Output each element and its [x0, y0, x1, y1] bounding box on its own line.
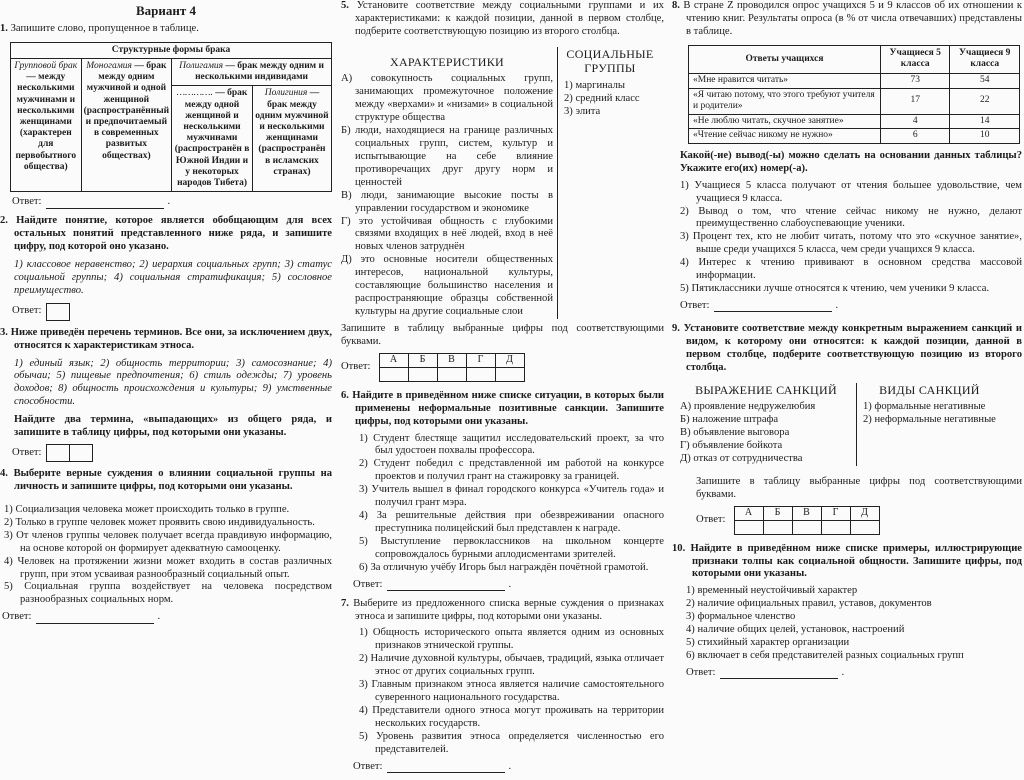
list-item: 2) Наличие духовной культуры, обычаев, традиций, языка отличает этнос от других социальных групп.	[359, 653, 664, 678]
cell-term: Групповой брак	[14, 60, 78, 71]
answer-label: Ответ:	[353, 578, 383, 590]
letter-header: Д	[495, 353, 524, 367]
answer-cell[interactable]	[821, 520, 850, 534]
answer-cell[interactable]	[792, 520, 821, 534]
column-header: СОЦИАЛЬНЫЕ ГРУППЫ	[566, 46, 654, 76]
answer-box[interactable]	[47, 445, 69, 461]
matching-columns	[680, 383, 1022, 466]
task-number: 9.	[672, 322, 680, 334]
task-question: Какой(-ие) вывод(-ы) можно сделать на основании данных таблицы? Укажите его(их) номер(-а).	[680, 149, 1022, 174]
answer-cell[interactable]	[495, 367, 524, 381]
answer-label: Ответ:	[696, 513, 726, 525]
task-text: Найдите в приведённом ниже списке примеры, иллюстрирующие признаки толпы как социальной общности. Запишите цифры, под которыми они указаны.	[690, 542, 1022, 580]
list-item: 6) За отличную учёбу Игорь был награждён почётной грамотой.	[359, 561, 649, 573]
list-item: В) объявление выговора	[680, 427, 790, 439]
list-item: 1) Общность исторического опыта является одним из основных признаков этнической группы.	[359, 627, 664, 652]
answer-cell[interactable]	[379, 367, 408, 381]
letter-header: Д	[850, 506, 879, 520]
list-item: Б) наложение штрафа	[680, 414, 779, 426]
variant-title: Вариант 4	[135, 3, 197, 18]
answer-cell[interactable]	[437, 367, 466, 381]
task-3	[0, 327, 332, 462]
term-list: 1) классовое неравенство; 2) иерархия социальных групп; 3) статус социальной группы; 4) социальная стратификация; 5) сословное преимущество.	[14, 258, 332, 296]
answer-blank[interactable]	[46, 197, 164, 209]
sanction-expressions-list	[680, 401, 852, 466]
list-item: 3) Процент тех, кто не любит читать, потому что это «скучное занятие», выше среди учащихся 5 класса, чем среди учащихся 9 класса.	[680, 231, 1022, 256]
cell-definition: — брак между одним мужчиной и несколькими женщинами (распространён в исламских странах)	[255, 88, 329, 177]
list-item: Б) люди, находящиеся на границе различных социальных групп, систем, культур и испытывающие на себе влияние противоречащих друг другу норм и ценностей	[341, 125, 553, 188]
answer-label: Ответ:	[12, 196, 42, 208]
answer-box[interactable]	[46, 303, 70, 321]
task-text: Установите соответствие между социальными группами и их характеристиками: к каждой позиции, данной в первом столбце, подберите соответствующую позицию из второго столбца.	[355, 0, 664, 37]
cell-term: Полигиния	[264, 88, 308, 99]
task-number: 8.	[672, 0, 680, 11]
task-number: 6.	[341, 389, 349, 401]
conclusion-list	[672, 180, 1022, 296]
answer-cell: «Чтение сейчас никому не нужно»	[689, 129, 881, 144]
table-header: Структурные формы брака	[11, 42, 332, 58]
page-column-3	[672, 0, 1022, 686]
grade9-value: 22	[950, 88, 1020, 114]
task-7: 7. Выберите из предложенного списка верные суждения о признаках этноса и запишите цифры, под которыми они указаны. 1) Общность исторического опыта является одним из основных признаков этнической группы. 2) Наличие духовной культуры, обычаев, традиций, языка отличает этнос от других социальных групп. 3) Главным признаком этноса является наличие самостоятельного суверенного национального государства. 4) Представители одного этноса могут проживать на территории нескольких государств. 5) Уровень развития этноса определяется численностью его представителей. Ответ: .	[341, 597, 664, 772]
answer-label: Ответ:	[680, 299, 710, 311]
cell-term: Моногамия	[86, 60, 132, 71]
letter-header: В	[437, 353, 466, 367]
page-column-2	[341, 0, 664, 780]
column-header: Ответы учащихся	[689, 45, 881, 73]
answer-cell: «Мне нравится читать»	[689, 73, 881, 88]
answer-cell[interactable]	[763, 520, 792, 534]
list-item: 1) Социализация человека может происходить только в группе.	[4, 503, 290, 515]
cell-term: Полигамия	[179, 60, 224, 71]
list-item: 4) наличие общих целей, установок, настроений	[686, 624, 905, 636]
answer-label: Ответ:	[2, 611, 32, 623]
list-item: 1) Учащиеся 5 класса получают от чтения большее удовольствие, чем учащиеся 9 класса.	[680, 179, 1022, 204]
letter-header: Б	[408, 353, 437, 367]
task-instruction: Найдите два термина, «выпадающих» из общего ряда, и запишите в таблицу цифры, под которыми они указаны.	[14, 414, 332, 439]
task-number: 3.	[0, 326, 8, 338]
letter-header: В	[792, 506, 821, 520]
answer-blank[interactable]	[387, 761, 505, 773]
letter-header: Б	[763, 506, 792, 520]
list-item: 5) Выступление первоклассников на школьном концерте сопровождалось бурными аплодисментами зрителей.	[359, 535, 664, 560]
grade9-value: 54	[950, 73, 1020, 88]
list-item: 5) Социальная группа воздействует на человека посредством разнообразных социальных норм.	[4, 581, 332, 606]
task-number: 2.	[0, 215, 8, 227]
list-item: 4) Представители одного этноса могут проживать на территории нескольких государств.	[359, 704, 664, 729]
list-item: 1) временный неустойчивый характер	[686, 585, 858, 597]
answer-blank[interactable]	[720, 667, 838, 679]
task-number: 4.	[0, 468, 8, 480]
answer-label: Ответ:	[341, 360, 371, 372]
list-item: Г) объявление бойкота	[680, 439, 783, 451]
cell-definition: — брак между одним мужчиной и одной женщиной (распространённый и предпочитаемый в современных развитых обществах)	[83, 60, 170, 161]
grade5-value: 4	[880, 114, 950, 129]
statement-list	[341, 627, 664, 756]
table-row	[689, 129, 1020, 144]
task-text: В стране Z проводился опрос учащихся 5 и 9 классов об их отношении к чтению книг. Результаты опроса (в % от числа отвечавших) представлены в таблице.	[683, 0, 1022, 37]
list-item: 2) Вывод о том, что чтение сейчас никому не нужно, делают преимущественно слабоуспевающие ученики.	[680, 205, 1022, 230]
task-text: Найдите понятие, которое является обобщающим для всех остальных понятий представленного ниже ряда, и запишите цифру, под которой оно указано.	[14, 215, 332, 252]
answer-cell[interactable]	[734, 520, 763, 534]
answer-box[interactable]	[69, 445, 92, 461]
table-row	[689, 114, 1020, 129]
marriage-forms-table	[10, 42, 332, 192]
letter-header: Г	[821, 506, 850, 520]
answer-cell: «Не люблю читать, скучное занятие»	[689, 114, 881, 129]
column-header: Учащиеся 5 класса	[880, 45, 950, 73]
answer-label: Ответ:	[353, 760, 383, 772]
list-item: 4) Интерес к чтению прививают в основном средства массовой информации.	[680, 257, 1022, 282]
answer-cell: «Я читаю потому, что этого требуют учителя и родители»	[689, 88, 881, 114]
list-item: 5) Пятиклассники лучше относятся к чтению, чем ученики 9 класса.	[680, 283, 990, 295]
grade5-value: 73	[880, 73, 950, 88]
task-4: 4. Выберите верные суждения о влиянии социальной группы на личность и запишите цифры, под которыми они указаны. 1) Социализация человека может происходить только в группе. 2) Только в группе человек может проявить свою индивидуальность. 3) От членов группы человек получает всегда правдивую информацию, на основе которой он формирует адекватную самооценку. 4) Человек на протяжении жизни может входить в состав различных групп, при этом усваивая разнообразный социальный опыт. 5) Социальная группа воздействует на человека посредством разнообразных социальных норм. Ответ: .	[0, 468, 332, 623]
column-header: ХАРАКТЕРИСТИКИ	[389, 54, 504, 69]
task-number: 1.	[0, 22, 8, 34]
task-number: 7.	[341, 597, 349, 609]
list-item: 1) маргиналы	[564, 80, 625, 92]
characteristics-list	[341, 73, 553, 319]
sanction-types-list	[863, 401, 996, 427]
list-item: 3) Учитель вышел в финал городского конкурса «Учитель года» и получил грант мэра.	[359, 484, 664, 509]
answer-cell[interactable]	[408, 367, 437, 381]
answer-blank[interactable]	[714, 300, 832, 312]
grade5-value: 17	[880, 88, 950, 114]
list-item: 1) Студент блестяще защитил исследовательский проект, за что был удостоен похвалы профессора.	[359, 432, 664, 457]
answer-grid[interactable]	[734, 506, 880, 535]
task-instruction: Запишите в таблицу выбранные цифры под соответствующими буквами.	[341, 322, 664, 347]
list-item: 3) От членов группы человек получает всегда правдивую информацию, на основе которой он формирует адекватную самооценку.	[4, 529, 332, 554]
list-item: 5) Уровень развития этноса определяется численностью его представителей.	[359, 730, 664, 755]
letter-header: Г	[466, 353, 495, 367]
cell-definition: — брак между одним и несколькими индивидами	[195, 60, 324, 83]
task-8: 8. В стране Z проводился опрос учащихся 5 и 9 классов об их отношении к чтению книг. Результаты опроса (в % от числа отвечавших) представлены в таблице. Ответы учащихся Учащиеся 5 класса Учащиеся 9 класса «Мне нравится читать» 73 54 «Я читаю потому, что этого требуют учителя и родители» 17 22 «Не люблю читать, скучное занятие» 4 14 «Чтение сейчас никому не нужно» 6 10 Какой(-ие) вывод(-ы) можно сделать на основании данных таблицы? Укажите его(их) номер(-а). 1) Учащиеся 5 класса получают от чтения большее удовольствие, чем учащиеся 9 класса. 2) Вывод о том, что чтение сейчас никому не нужно, делают преимущественно слабоуспевающие ученики. 3) Процент тех, кто не любит читать, потому что это «скучное занятие», выше среди учащихся 5 класса, чем среди учащихся 9 класса. 4) Интерес к чтению прививают в основном средства массовой информации. 5) Пятиклассники лучше относятся к чтению, чем ученики 9 класса. Ответ: .	[672, 0, 1022, 311]
task-9	[672, 323, 1022, 535]
task-text: Найдите в приведённом ниже списке ситуации, в которых были применены неформальные позитивные санкции. Запишите цифры, под которыми они указаны.	[352, 389, 664, 427]
task-text: Ниже приведён перечень терминов. Все они, за исключением двух, относятся к характеристикам этноса.	[10, 326, 332, 351]
task-text: Запишите слово, пропущенное в таблице.	[10, 22, 199, 34]
task-10: 10. Найдите в приведённом ниже списке примеры, иллюстрирующие признаки толпы как социальной общности. Запишите цифры, под которыми они указаны. 1) временный неустойчивый характер 2) наличие официальных правил, уставов, документов 3) формальное членство 4) наличие общих целей, установок, настроений 5) стихийный характер организации 6) включает в себя представителей разных социальных групп Ответ: .	[672, 542, 1022, 678]
task-instruction: Запишите в таблицу выбранные цифры под соответствующими буквами.	[696, 475, 1022, 500]
task-number: 5.	[341, 0, 349, 11]
grade9-value: 10	[950, 129, 1020, 144]
answer-label: Ответ:	[686, 666, 716, 678]
list-item: 2) Только в группе человек может проявить свою индивидуальность.	[4, 516, 315, 528]
column-header: Учащиеся 9 класса	[950, 45, 1020, 73]
statement-list	[0, 504, 332, 607]
grade5-value: 6	[880, 129, 950, 144]
table-row	[689, 88, 1020, 114]
grade9-value: 14	[950, 114, 1020, 129]
list-item: 4) Человек на протяжении жизни может входить в состав различных групп, при этом усваивая разнообразный социальный опыт.	[4, 555, 332, 580]
task-1	[0, 23, 332, 209]
list-item: 1) формальные негативные	[863, 401, 986, 413]
task-6: 6. Найдите в приведённом ниже списке ситуации, в которых были применены неформальные позитивные санкции. Запишите цифры, под которыми они указаны. 1) Студент блестяще защитил исследовательский проект, за что был удостоен похвалы профессора. 2) Студент победил с представленной им работой на конкурсе проектов и получил грант на стажировку за границей. 3) Учитель вышел в финал городского конкурса «Учитель года» и получил грант мэра. 4) За решительные действия при обезвреживании опасного преступника полицейский был представлен к награде. 5) Выступление первоклассников на школьном концерте сопровождалось бурными аплодисментами зрителей. 6) За отличную учёбу Игорь был награждён почётной грамотой. Ответ: .	[341, 389, 664, 590]
task-2	[0, 215, 332, 321]
list-item: 4) За решительные действия при обезвреживании опасного преступника полицейский был представлен к награде.	[359, 510, 664, 534]
list-item: 3) элита	[564, 105, 601, 117]
task-text: Выберите верные суждения о влиянии социальной группы на личность и запишите цифры, под которыми они указаны.	[13, 468, 332, 492]
task-number: 10.	[672, 542, 686, 554]
list-item: 2) средний класс	[564, 92, 640, 104]
list-item: А) проявление недружелюбия	[680, 401, 816, 413]
list-item: 2) наличие официальных правил, уставов, документов	[686, 598, 932, 610]
answer-label: Ответ:	[12, 446, 42, 458]
answer-blank[interactable]	[36, 612, 154, 624]
list-item: Д) отказ от сотрудничества	[680, 452, 803, 464]
list-item: Г) это устойчивая общность с глубокими связями входящих в неё людей, вход в неё новых членов затруднён	[341, 215, 553, 253]
list-item: 5) стихийный характер организации	[686, 637, 850, 649]
feature-list	[672, 585, 1022, 663]
column-header: ВЫРАЖЕНИЕ САНКЦИЙ	[695, 382, 837, 397]
list-item: Д) это основные носители общественных интересов, национальной культуры, составляющие большинство населения и распространяющие образцы собственной культуры на другие социальные слои	[341, 254, 553, 317]
list-item: 3) формальное членство	[686, 611, 796, 623]
answer-label: Ответ:	[12, 305, 42, 317]
letter-header: А	[379, 353, 408, 367]
survey-table	[688, 45, 1020, 144]
term-list: 1) единый язык; 2) общность территории; 3) самосознание; 4) обычаи; 5) пищевые предпочтения; 6) стиль одежды; 7) уровень доходов; 8) общность происхождения и культуры; 9) умственные способности.	[14, 357, 332, 408]
matching-columns	[341, 47, 664, 319]
answer-blank[interactable]	[387, 579, 505, 591]
cell-definition: — брак между одной женщиной и несколькими мужчинами (распространён в Южной Индии и у некоторых народов Тибета)	[174, 88, 250, 189]
cell-definition: — между несколькими мужчинами и несколькими женщинами (характерен для первобытного общества)	[15, 72, 77, 172]
list-item: 2) Студент победил с представленной им работой на конкурсе проектов и получил грант на стажировку за границей.	[359, 458, 664, 483]
groups-list	[564, 80, 656, 119]
list-item: 6) включает в себя представителей разных социальных групп	[686, 650, 964, 662]
answer-cell[interactable]	[850, 520, 879, 534]
answer-field[interactable]: Ответ: .	[12, 196, 171, 208]
table-row	[689, 73, 1020, 88]
page-column-1	[0, 0, 332, 630]
letter-header: А	[734, 506, 763, 520]
answer-cell[interactable]	[466, 367, 495, 381]
task-text: Установите соответствие между конкретным выражением санкций и видом, к которому они относятся: к каждой позиции, данной в первом столбце, подберите соответствующую позицию из второго столбца.	[683, 322, 1022, 373]
column-header: ВИДЫ САНКЦИЙ	[879, 382, 980, 397]
answer-boxes[interactable]	[46, 444, 93, 462]
list-item: 2) неформальные негативные	[863, 414, 996, 426]
situation-list	[341, 433, 664, 575]
task-text: Выберите из предложенного списка верные суждения о признаках этноса и запишите цифры, под которыми они указаны.	[353, 597, 664, 622]
list-item: В) люди, занимающие высокие посты в управлении государством и экономике	[341, 189, 553, 214]
task-5	[341, 0, 664, 382]
list-item: А) совокупность социальных групп, занимающих промежуточное положение между «верхами» и «низами» в социальной структуре общества	[341, 73, 553, 124]
answer-grid[interactable]	[379, 353, 525, 382]
list-item: 3) Главным признаком этноса является наличие самостоятельного суверенного национального государства.	[359, 679, 664, 704]
blank-term: ………….	[176, 88, 213, 99]
